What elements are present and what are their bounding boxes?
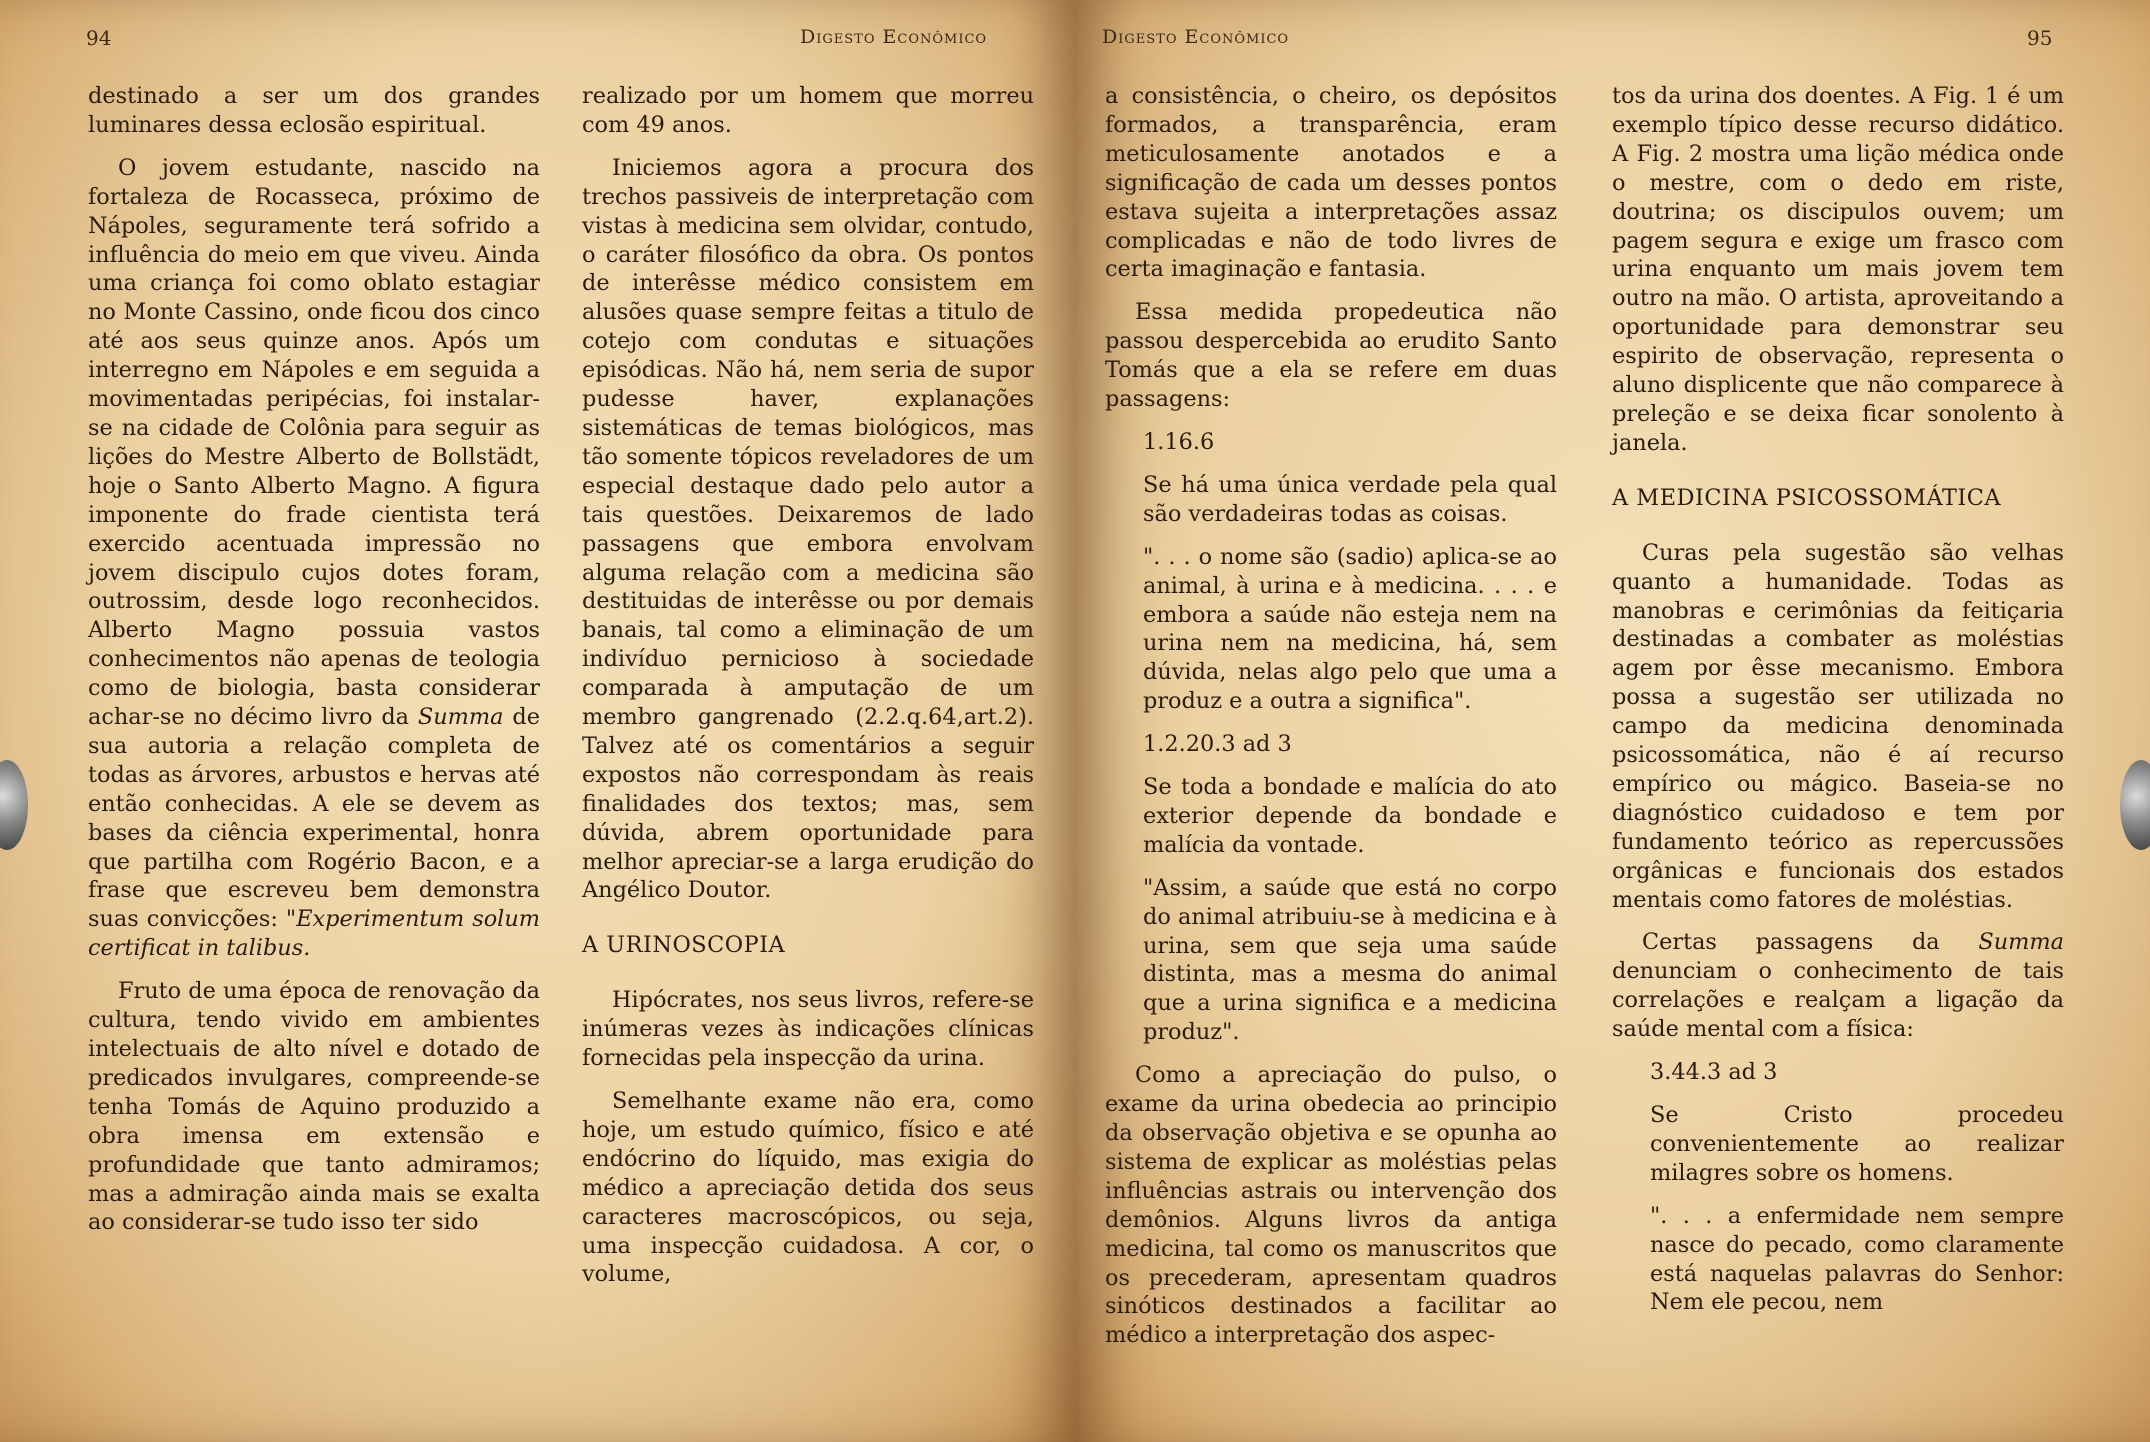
paragraph: tos da urina dos doentes. A Fig. 1 é um exemplo típico desse recurso didático. A Fig. 2 mostra uma lição médica onde o mestre, com o dedo em riste, doutrina; os discipulos ouvem; um pagem segura e exige um frasco com urina enquanto um mais jovem tem outro na mão. O artista, aproveitando a oportunidade para demonstrar seu espirito de observação, representa o aluno displicente que não comparece à preleção e se deixa ficar sonolento à janela. (1612, 83, 2064, 456)
citation-reference: 1.16.6 (1143, 428, 1215, 455)
paragraph: Curas pela sugestão são velhas quanto a humanidade. Todas as manobras e cerimônias da feitiçaria destinadas a combater as moléstias agem por êsse mecanismo. Embora possa a sugestão ser utilizada no campo da medicina denominada psicossomática, não é aí recurso empírico ou mágico. Baseia-se no diagnóstico cuidadoso e tem por fundamento teórico as repercussões orgânicas e funcionais dos estados mentais como fatores de moléstias. (1612, 539, 2064, 913)
quotation: Se toda a bondade e malícia do ato exterior depende da bondade e malícia da vontade. (1143, 774, 1557, 858)
binding-rivet (2120, 760, 2150, 850)
section-heading: A MEDICINA PSICOSSOMÁTICA (1612, 484, 2002, 511)
citation-reference: 1.2.20.3 ad 3 (1143, 731, 1292, 758)
quotation: "Assim, a saúde que está no corpo do animal atribuiu-se à medicina e à urina, sem que seja uma saúde distinta, mas a mesma do animal que a urina significa e a medicina produz". (1143, 874, 1557, 1046)
paragraph: Semelhante exame não era, como hoje, um estudo químico, físico e até endócrino do líquido, mas exigia do médico a apreciação detida dos seus caracteres macroscópicos, ou seja, uma inspecção cuidadosa. A cor, o volume, (582, 1088, 1034, 1288)
paragraph: Hipócrates, nos seus livros, refere-se inúmeras vezes às indicações clínicas fornecidas pela inspecção da urina. (582, 987, 1034, 1072)
left-page-column-2 (582, 82, 1034, 1289)
quotation: Se Cristo procedeu convenientemente ao realizar milagres sobre os homens. (1650, 1102, 2064, 1186)
binding-rivet (0, 760, 28, 850)
right-page (1075, 0, 2150, 1442)
left-page-column-1 (88, 82, 540, 1237)
paragraph: realizado por um homem que morreu com 49 anos. (582, 83, 1034, 138)
paragraph: Fruto de uma época de renovação da cultura, tendo vivido em ambientes intelectuais de alto nível e dotado de predicados invulgares, compreende-se tenha Tomás de Aquino produzido a obra imensa em extensão e profundidade que tanto admiramos; mas a admiração ainda mais se exalta ao considerar-se tudo isso ter sido (88, 978, 540, 1236)
page-number: 95 (2027, 26, 2053, 50)
paragraph: Como a apreciação do pulso, o exame da urina obedecia ao principio da observação objetiva e se opunha ao sistema de explicar as moléstias pelas influências astrais ou intervenção dos demônios. Alguns livros da antiga medicina, tal como os manuscritos que os precederam, apresentam quadros sinóticos destinados a facilitar ao médico a interpretação dos aspec- (1105, 1062, 1557, 1349)
paragraph: O jovem estudante, nascido na fortaleza de Rocasseca, próximo de Nápoles, seguramente terá sofrido a influência do meio em que viveu. Ainda uma criança foi como oblato estagiar no Monte Cassino, onde ficou dos cinco até aos seus quinze anos. Após um interregno em Nápoles e em seguida a movimentadas peripécias, foi instalar-se na cidade de Colônia para seguir as lições do Mestre Alberto de Bollstädt, hoje o Santo Alberto Magno. A figura imponente do frade cientista terá exercido acentuada impressão no jovem discipulo cujos dotes foram, outrossim, desde logo reconhecidos. Alberto Magno possuia vastos conhecimentos não apenas de teologia como de biologia, basta considerar achar-se no décimo livro da Summa de sua autoria a relação completa de todas as árvores, arbustos e hervas até então conhecidas. A ele se devem as bases da ciência experimental, honra que partilha com Rogério Bacon, e a frase que escreveu bem demonstra suas convicções: "Experimentum solum certificat in talibus. (88, 154, 540, 962)
quotation: Se há uma única verdade pela qual são verdadeiras todas as coisas. (1143, 471, 1557, 527)
quotation: ". . . o nome são (sadio) aplica-se ao animal, à urina e à medicina. . . . e embora a saúde não esteja nem na urina nem na medicina, há, sem dúvida, nelas algo pelo que uma a produz e a outra a significa". (1143, 543, 1557, 715)
paragraph: Certas passagens da Summa denunciam o conhecimento de tais correlações e realçam a ligação da saúde mental com a física: (1612, 929, 2064, 1043)
citation-reference: 3.44.3 ad 3 (1650, 1059, 1778, 1086)
paragraph: Essa medida propedeutica não passou despercebida ao erudito Santo Tomás que a ela se refere em duas passagens: (1105, 299, 1557, 413)
section-heading: A URINOSCOPIA (582, 932, 786, 959)
paragraph: destinado a ser um dos grandes luminares dessa eclosão espiritual. (88, 83, 540, 138)
page-number: 94 (86, 26, 112, 50)
paragraph: a consistência, o cheiro, os depósitos formados, a transparência, eram meticulosamente anotados e a significação de cada um desses pontos estava sujeita a interpretações assaz complicadas e não de todo livres de certa imaginação e fantasia. (1105, 83, 1557, 283)
running-head: Digesto Econômico (1102, 26, 1290, 48)
running-head: Digesto Econômico (800, 26, 988, 48)
quotation: ". . . a enfermidade nem sempre nasce do pecado, como claramente está naquelas palavras do Senhor: Nem ele pecou, nem (1650, 1202, 2064, 1316)
right-page-column-1 (1105, 82, 1557, 1350)
paragraph: Iniciemos agora a procura dos trechos passiveis de interpretação com vistas à medicina sem olvidar, contudo, o caráter filosófico da obra. Os pontos de interêsse médico consistem em alusões quase sempre feitas a titulo de cotejo com condutas e situações episódicas. Não há, nem seria de supor pudesse haver, explanações sistemáticas de temas biológicos, mas tão somente tópicos reveladores de um especial destaque dado pelo autor a tais questões. Deixaremos de lado passagens que embora envolvam alguma relação com a medicina são destituidas de interêsse ou por demais banais, tal como a eliminação de um indivíduo pernicioso à sociedade comparada à amputação de um membro gangrenado (2.2.q.64,art.2). Talvez até os comentários a seguir expostos não correspondam às reais finalidades dos textos; mas, sem dúvida, abrem oportunidade para melhor apreciar-se a larga erudição do Angélico Doutor. (582, 154, 1034, 904)
right-page-column-2 (1612, 82, 2064, 1331)
